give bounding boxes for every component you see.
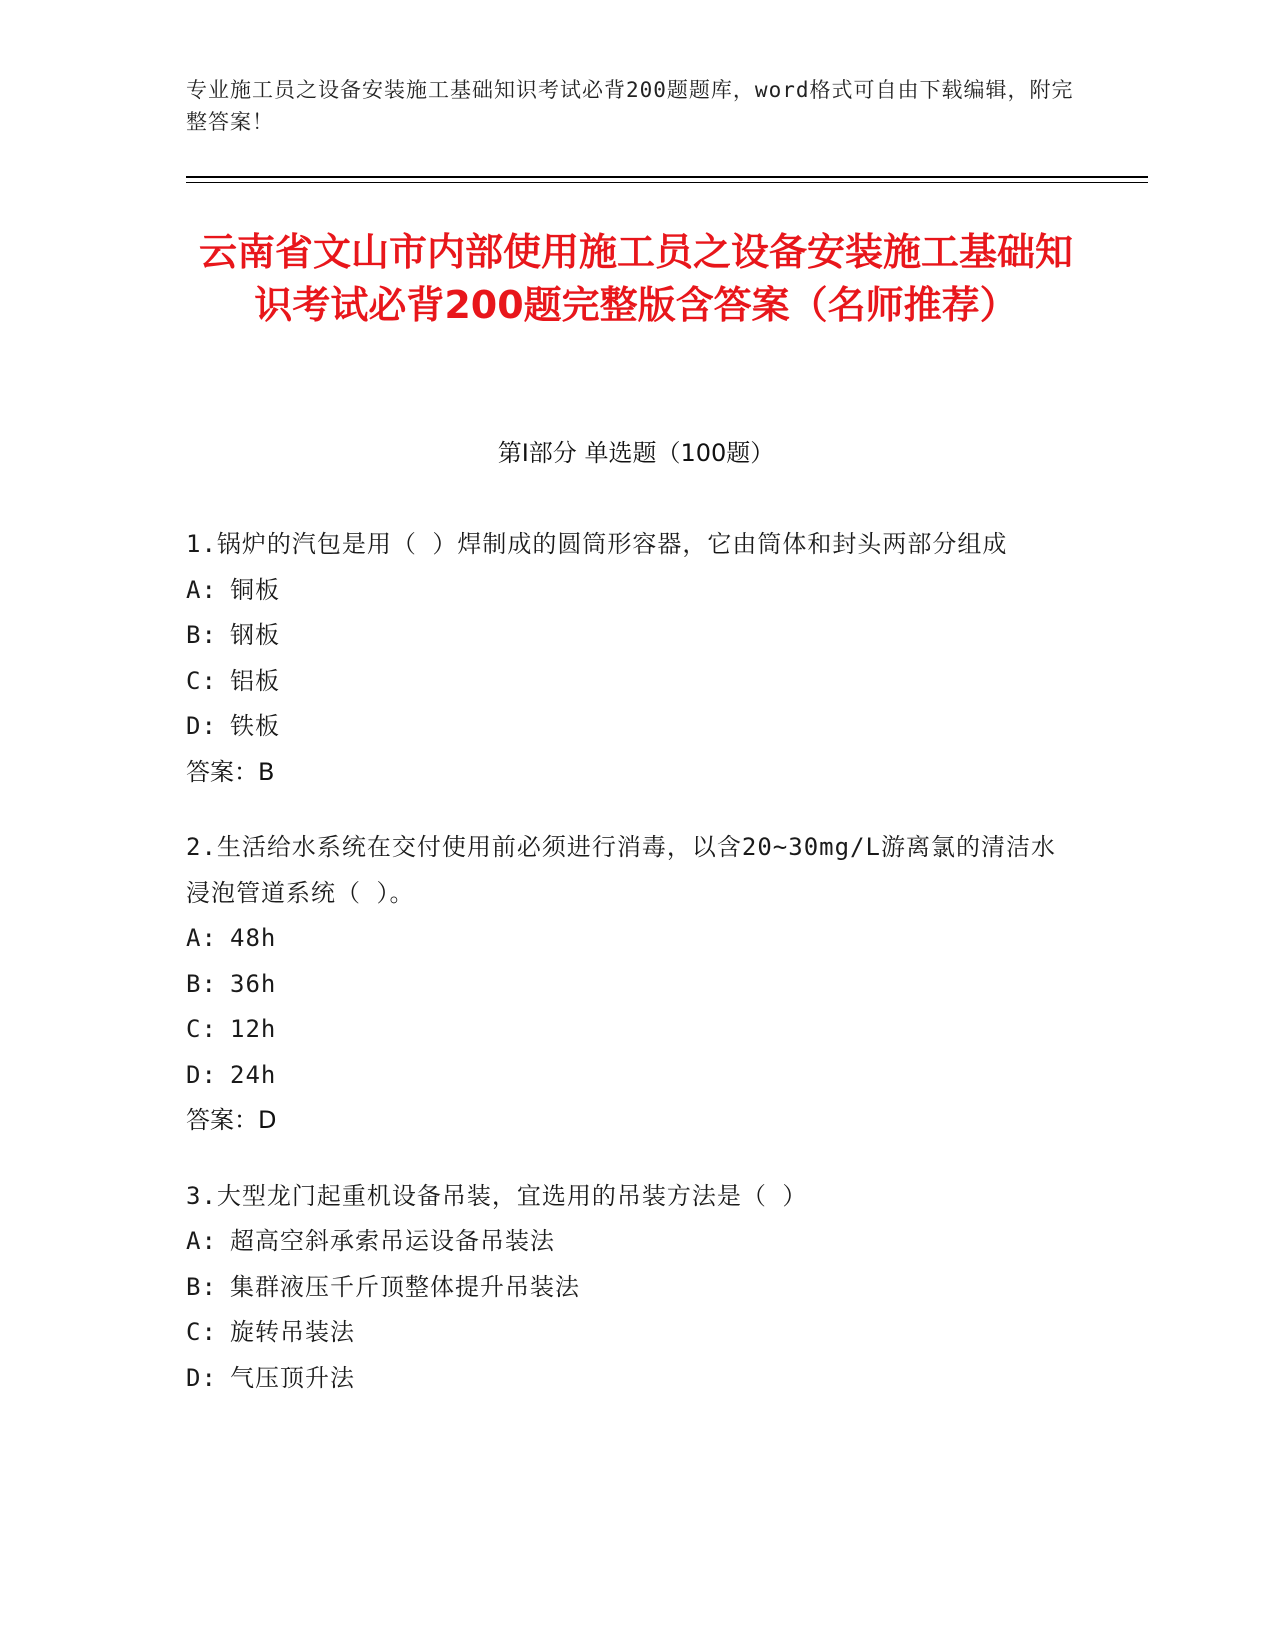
option-b [186,962,1066,1008]
option-letter: B: [186,621,217,649]
option-text: 钢板 [230,621,280,649]
header-divider-thick [186,176,1148,178]
option-text: 24h [230,1060,277,1089]
option-b [186,613,1066,659]
option-letter: C: [186,1015,217,1043]
option-letter: B: [186,969,217,998]
option-letter: A: [186,924,217,952]
answer-line: 答案：D [186,1106,277,1134]
document-title: 云南省文山市内部使用施工员之设备安装施工基础知识考试必背200题完整版含答案（名师推荐） [198,230,1073,327]
option-text: 铜板 [230,575,280,604]
header-divider-thin [186,182,1148,183]
option-letter: B: [186,1272,217,1301]
option-letter: D: [186,1060,217,1089]
option-letter: A: [186,575,217,604]
option-d [186,1356,1066,1402]
option-letter: C: [186,1318,217,1346]
option-letter: A: [186,1227,217,1255]
option-c [186,1310,1066,1356]
answer-line: 答案：B [186,757,275,786]
option-letter: D: [186,712,217,740]
option-letter: C: [186,666,217,695]
option-text: 铁板 [230,712,280,740]
option-b [186,1265,1066,1311]
option-d [186,704,1066,750]
question-3 [186,1174,1066,1402]
option-a [186,916,1066,962]
option-c [186,659,1066,705]
option-d [186,1053,1066,1099]
option-text: 旋转吊装法 [230,1318,355,1346]
question-text: 2.生活给水系统在交付使用前必须进行消毒，以含20~30mg/L游离氯的清洁水浸泡管道系统（ ）。 [186,833,1056,907]
question-1 [186,522,1066,795]
option-a [186,568,1066,614]
question-2 [186,825,1066,1144]
header-note: 专业施工员之设备安装施工基础知识考试必背200题题库，word格式可自由下载编辑，附完整答案！ [186,78,1074,134]
option-letter: D: [186,1363,217,1392]
option-c [186,1007,1066,1053]
option-text: 48h [230,924,277,952]
question-text: 1.锅炉的汽包是用（ ）焊制成的圆筒形容器，它由筒体和封头两部分组成 [186,530,1008,558]
option-text: 36h [230,969,277,998]
option-text: 12h [230,1015,277,1043]
question-list [186,522,1066,1431]
section-title: 第Ⅰ部分 单选题（100题） [497,439,775,467]
option-text: 气压顶升法 [230,1363,355,1392]
option-text: 集群液压千斤顶整体提升吊装法 [230,1272,580,1301]
question-text: 3.大型龙门起重机设备吊装，宜选用的吊装方法是（ ） [186,1181,808,1210]
option-text: 超高空斜承索吊运设备吊装法 [230,1227,555,1255]
option-a [186,1219,1066,1265]
option-text: 铝板 [230,666,280,695]
